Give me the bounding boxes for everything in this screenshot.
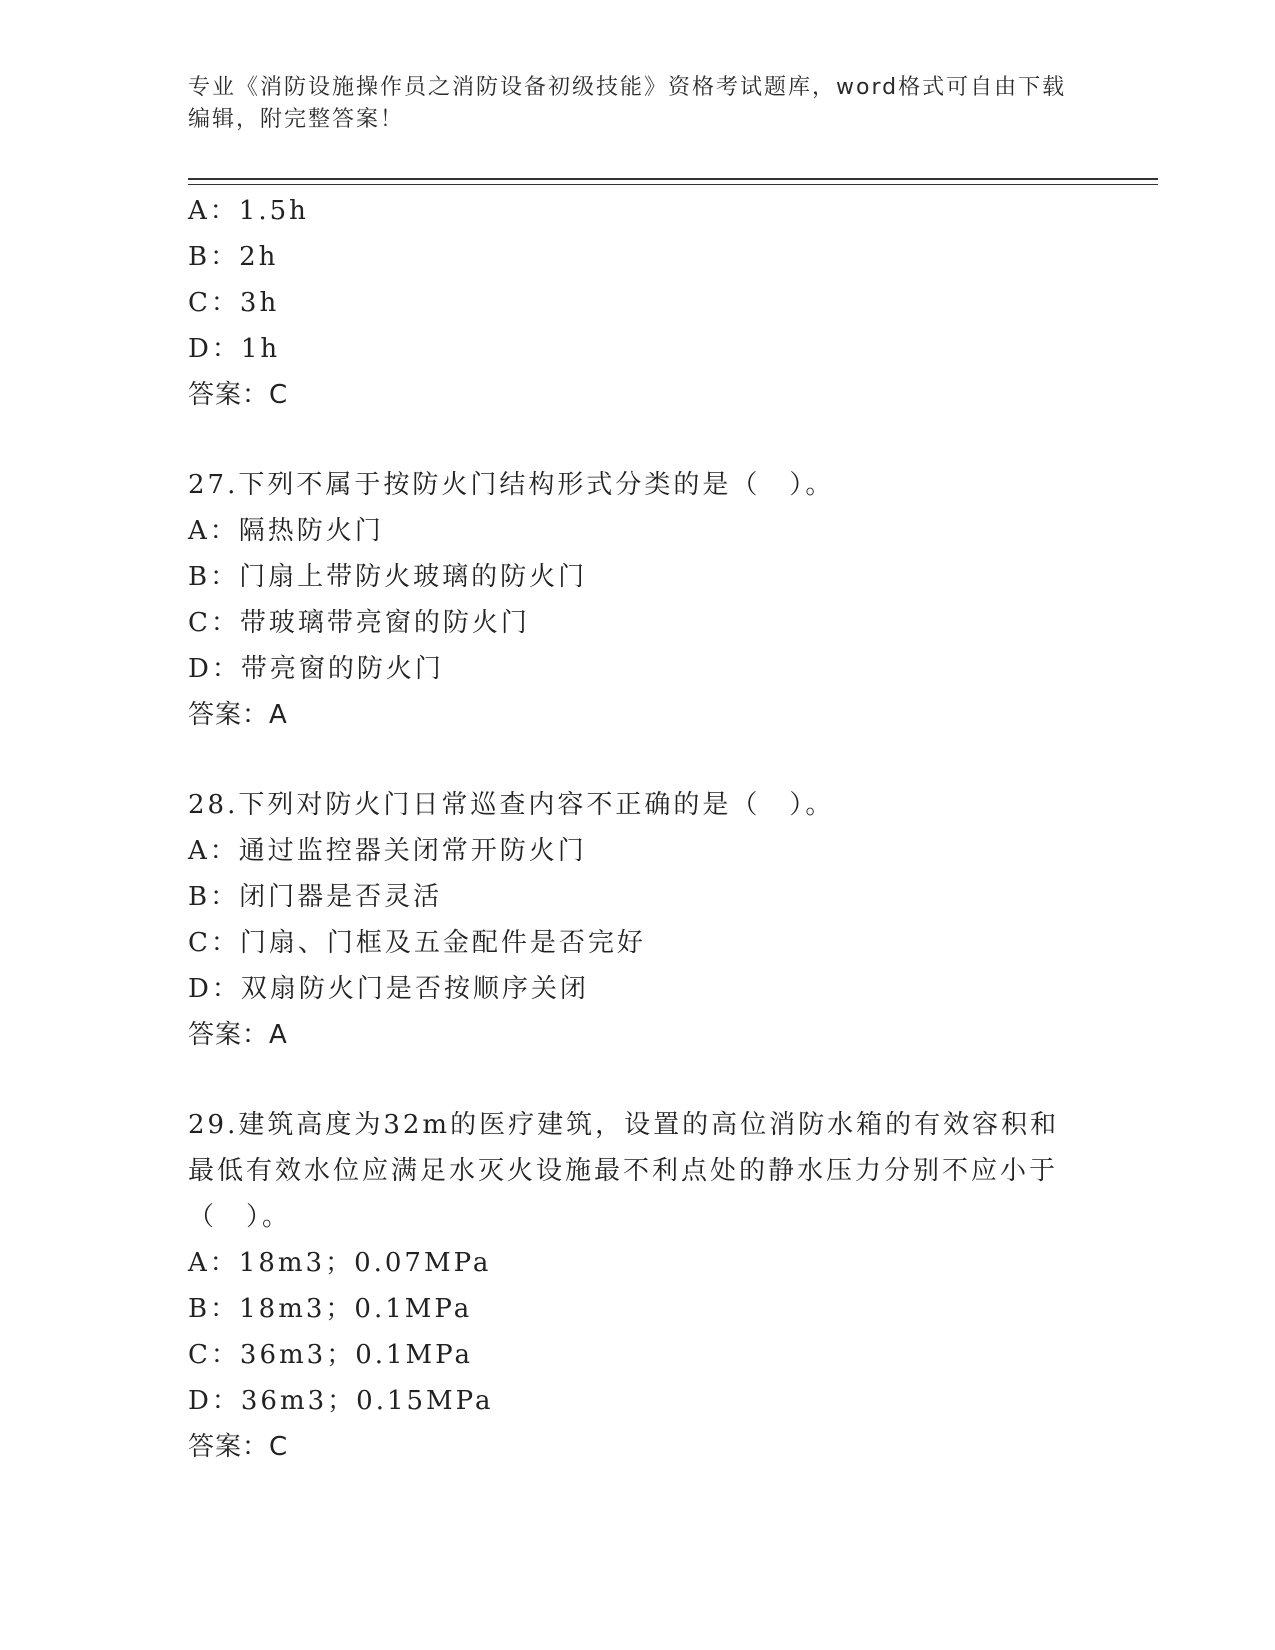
option-b: B：18m3；0.1MPa	[188, 1294, 473, 1324]
answer-line: 答案：C	[188, 380, 289, 410]
option-c: C：36m3；0.1MPa	[188, 1340, 474, 1370]
option-a: A：通过监控器关闭常开防火门	[188, 836, 587, 866]
option-b: B：2h	[188, 242, 279, 272]
question-content	[188, 188, 1088, 1470]
question-block-28	[188, 782, 1088, 1058]
header-divider-thin	[188, 184, 1158, 185]
option-c: C：带玻璃带亮窗的防火门	[188, 608, 530, 638]
question-stem: 28.下列对防火门日常巡查内容不正确的是（ ）。	[188, 790, 835, 820]
question-block-27	[188, 462, 1088, 738]
question-block-29	[188, 1102, 1088, 1470]
header-divider-thick	[188, 178, 1158, 180]
question-block-26	[188, 188, 1088, 418]
option-b: B：闭门器是否灵活	[188, 882, 443, 912]
option-c: C：门扇、门框及五金配件是否完好	[188, 928, 646, 958]
answer-line: 答案：C	[188, 1432, 289, 1462]
option-a: A：1.5h	[188, 196, 309, 226]
option-c: C：3h	[188, 288, 280, 318]
option-a: A：18m3；0.07MPa	[188, 1248, 492, 1278]
option-b: B：门扇上带防火玻璃的防火门	[188, 562, 588, 592]
answer-line: 答案：A	[188, 1020, 288, 1050]
option-d: D：带亮窗的防火门	[188, 654, 444, 684]
option-d: D：36m3；0.15MPa	[188, 1386, 494, 1416]
option-d: D：1h	[188, 334, 281, 364]
option-d: D：双扇防火门是否按顺序关闭	[188, 974, 589, 1004]
answer-line: 答案：A	[188, 700, 288, 730]
option-a: A：隔热防火门	[188, 516, 384, 546]
document-header: 专业《消防设施操作员之消防设备初级技能》资格考试题库，word格式可自由下载编辑，附完整答案！	[188, 75, 1067, 132]
question-stem: 27.下列不属于按防火门结构形式分类的是（ ）。	[188, 470, 835, 500]
question-stem: 29.建筑高度为32m的医疗建筑，设置的高位消防水箱的有效容积和最低有效水位应满足水灭火设施最不利点处的静水压力分别不应小于（ ）。	[188, 1110, 1060, 1232]
